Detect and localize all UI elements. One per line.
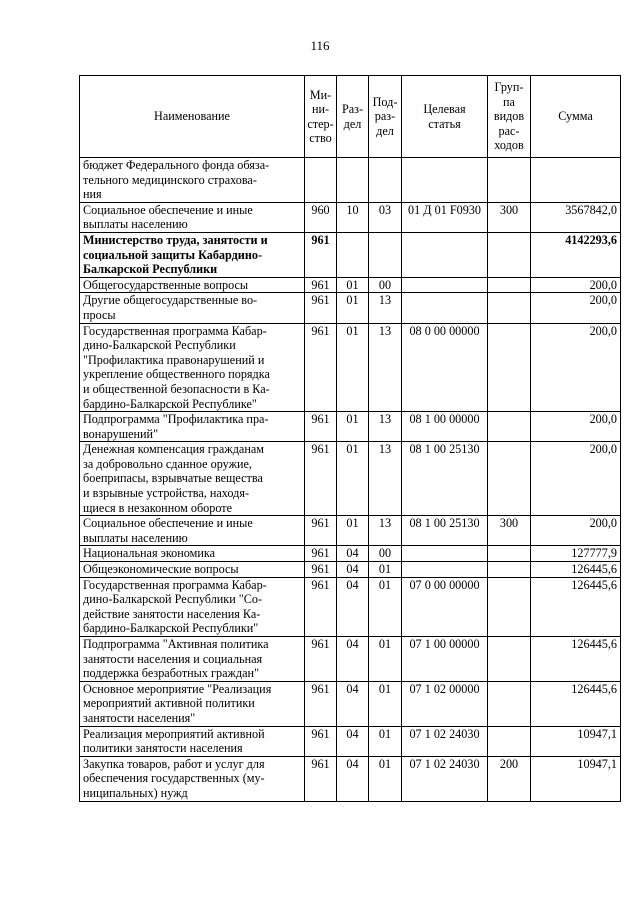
cell-amount: 126445,6 — [531, 562, 621, 578]
budget-table — [79, 75, 621, 802]
cell-amount — [531, 158, 621, 203]
cell-name: Другие общегосударственные во- просы — [80, 293, 305, 323]
cell-section: 04 — [337, 546, 369, 562]
cell-subsection: 01 — [369, 637, 402, 682]
cell-subsection: 01 — [369, 681, 402, 726]
cell-target: 07 1 02 00000 — [402, 681, 488, 726]
cell-name: Общеэкономические вопросы — [80, 562, 305, 578]
table-body — [80, 158, 621, 802]
cell-section: 01 — [337, 293, 369, 323]
cell-target: 07 0 00 00000 — [402, 577, 488, 636]
cell-amount: 126445,6 — [531, 577, 621, 636]
cell-ministry: 961 — [305, 516, 337, 546]
cell-section: 04 — [337, 756, 369, 801]
cell-expense-group — [488, 442, 531, 516]
cell-ministry: 961 — [305, 726, 337, 756]
cell-name: Государственная программа Кабар- дино-Балкарской Республики "Профилактика правонарушений и укрепление общественного порядка и общественной безопасности в Ка- бардино-Балкарской Республике" — [80, 323, 305, 412]
cell-amount: 200,0 — [531, 516, 621, 546]
cell-ministry: 961 — [305, 756, 337, 801]
cell-amount: 200,0 — [531, 323, 621, 412]
cell-subsection — [369, 232, 402, 277]
cell-section: 04 — [337, 577, 369, 636]
cell-expense-group — [488, 293, 531, 323]
table-row — [80, 637, 621, 682]
header-target: Целевая статья — [402, 76, 488, 158]
table-row — [80, 726, 621, 756]
cell-expense-group — [488, 577, 531, 636]
cell-section: 01 — [337, 442, 369, 516]
cell-section: 01 — [337, 277, 369, 293]
cell-ministry: 961 — [305, 637, 337, 682]
cell-expense-group — [488, 546, 531, 562]
cell-ministry: 961 — [305, 442, 337, 516]
cell-amount: 126445,6 — [531, 681, 621, 726]
cell-amount: 200,0 — [531, 277, 621, 293]
cell-expense-group — [488, 277, 531, 293]
cell-amount: 10947,1 — [531, 756, 621, 801]
cell-ministry — [305, 158, 337, 203]
header-expense-group: Груп- па видов рас- ходов — [488, 76, 531, 158]
cell-target — [402, 277, 488, 293]
cell-name: Общегосударственные вопросы — [80, 277, 305, 293]
cell-section — [337, 232, 369, 277]
table-row — [80, 277, 621, 293]
cell-expense-group — [488, 637, 531, 682]
table-row — [80, 412, 621, 442]
cell-section: 04 — [337, 562, 369, 578]
cell-expense-group — [488, 412, 531, 442]
cell-ministry: 961 — [305, 577, 337, 636]
cell-name: бюджет Федерального фонда обяза- тельного медицинского страхова- ния — [80, 158, 305, 203]
cell-ministry: 960 — [305, 202, 337, 232]
cell-subsection: 13 — [369, 293, 402, 323]
cell-amount: 200,0 — [531, 412, 621, 442]
cell-target: 08 1 00 25130 — [402, 516, 488, 546]
cell-name: Закупка товаров, работ и услуг для обеспечения государственных (му- ниципальных) нужд — [80, 756, 305, 801]
cell-ministry: 961 — [305, 562, 337, 578]
table-row — [80, 232, 621, 277]
table-row — [80, 202, 621, 232]
cell-target — [402, 546, 488, 562]
table-row — [80, 516, 621, 546]
cell-expense-group — [488, 726, 531, 756]
cell-amount: 4142293,6 — [531, 232, 621, 277]
cell-ministry: 961 — [305, 681, 337, 726]
cell-name: Министерство труда, занятости и социальной защиты Кабардино- Балкарской Республики — [80, 232, 305, 277]
cell-name: Национальная экономика — [80, 546, 305, 562]
header-section: Раз- дел — [337, 76, 369, 158]
cell-target — [402, 293, 488, 323]
cell-expense-group — [488, 681, 531, 726]
cell-amount: 10947,1 — [531, 726, 621, 756]
table-row — [80, 323, 621, 412]
cell-amount: 127777,9 — [531, 546, 621, 562]
cell-expense-group — [488, 232, 531, 277]
cell-name: Подпрограмма "Профилактика пра- вонарушений" — [80, 412, 305, 442]
cell-expense-group: 300 — [488, 202, 531, 232]
cell-subsection: 03 — [369, 202, 402, 232]
cell-section: 10 — [337, 202, 369, 232]
cell-name: Социальное обеспечение и иные выплаты населению — [80, 202, 305, 232]
cell-subsection: 01 — [369, 577, 402, 636]
cell-subsection: 01 — [369, 726, 402, 756]
header-ministry: Ми- ни- стер- ство — [305, 76, 337, 158]
cell-subsection: 13 — [369, 516, 402, 546]
cell-expense-group — [488, 562, 531, 578]
cell-section: 04 — [337, 681, 369, 726]
cell-expense-group — [488, 323, 531, 412]
cell-subsection — [369, 158, 402, 203]
cell-ministry: 961 — [305, 293, 337, 323]
cell-section: 04 — [337, 637, 369, 682]
cell-ministry: 961 — [305, 277, 337, 293]
cell-name: Основное мероприятие "Реализация мероприятий активной политики занятости населения" — [80, 681, 305, 726]
cell-subsection: 13 — [369, 442, 402, 516]
cell-target — [402, 562, 488, 578]
cell-name: Социальное обеспечение и иные выплаты населению — [80, 516, 305, 546]
page-number: 116 — [310, 38, 330, 53]
cell-amount: 126445,6 — [531, 637, 621, 682]
cell-subsection: 13 — [369, 323, 402, 412]
table-row — [80, 546, 621, 562]
table-row — [80, 293, 621, 323]
table-row — [80, 681, 621, 726]
cell-expense-group: 300 — [488, 516, 531, 546]
cell-name: Государственная программа Кабар- дино-Балкарской Республики "Со- действие занятости населения Ка- бардино-Балкарской Республики" — [80, 577, 305, 636]
cell-ministry: 961 — [305, 546, 337, 562]
cell-subsection: 01 — [369, 562, 402, 578]
cell-subsection: 13 — [369, 412, 402, 442]
cell-target: 07 1 02 24030 — [402, 726, 488, 756]
table-row — [80, 562, 621, 578]
cell-target: 08 1 00 00000 — [402, 412, 488, 442]
cell-name: Подпрограмма "Активная политика занятости населения и социальная поддержка безработных граждан" — [80, 637, 305, 682]
header-name: Наименование — [80, 76, 305, 158]
cell-subsection: 01 — [369, 756, 402, 801]
table-row — [80, 756, 621, 801]
table-header — [80, 76, 621, 158]
cell-ministry: 961 — [305, 323, 337, 412]
cell-name: Денежная компенсация гражданам за добровольно сданное оружие, боеприпасы, взрывчатые вещества и взрывные устройства, находя- щиеся в незаконном обороте — [80, 442, 305, 516]
cell-amount: 200,0 — [531, 293, 621, 323]
cell-expense-group: 200 — [488, 756, 531, 801]
cell-target: 08 0 00 00000 — [402, 323, 488, 412]
header-amount: Сумма — [531, 76, 621, 158]
cell-target — [402, 158, 488, 203]
table-row — [80, 577, 621, 636]
cell-subsection: 00 — [369, 277, 402, 293]
cell-name: Реализация мероприятий активной политики занятости населения — [80, 726, 305, 756]
cell-section — [337, 158, 369, 203]
cell-section: 01 — [337, 516, 369, 546]
table-row — [80, 442, 621, 516]
cell-amount: 3567842,0 — [531, 202, 621, 232]
cell-target: 07 1 00 00000 — [402, 637, 488, 682]
cell-section: 01 — [337, 323, 369, 412]
cell-section: 04 — [337, 726, 369, 756]
cell-expense-group — [488, 158, 531, 203]
cell-target — [402, 232, 488, 277]
cell-target: 01 Д 01 F0930 — [402, 202, 488, 232]
cell-amount: 200,0 — [531, 442, 621, 516]
cell-target: 07 1 02 24030 — [402, 756, 488, 801]
cell-ministry: 961 — [305, 232, 337, 277]
cell-ministry: 961 — [305, 412, 337, 442]
cell-section: 01 — [337, 412, 369, 442]
table-row — [80, 158, 621, 203]
cell-target: 08 1 00 25130 — [402, 442, 488, 516]
header-subsection: Под- раз- дел — [369, 76, 402, 158]
cell-subsection: 00 — [369, 546, 402, 562]
